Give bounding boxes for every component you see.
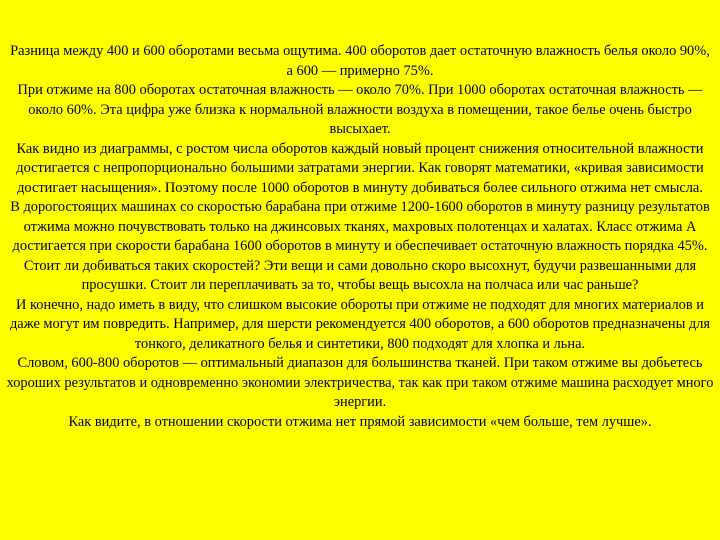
paragraph-optimal-range: Словом, 600-800 оборотов — оптимальный диапазон для большинства тканей. При таком отжиме вы добьетесь хороших результатов и одновременно экономии электричества, так как при таком отжиме машина расходует много энергии. xyxy=(6,355,714,410)
paragraph-800-1000: При отжиме на 800 оборотах остаточная влажность — около 70%. При 1000 оборотах остаточная влажность — около 60%. Эта цифра уже близка к нормальной влажности воздуха в помещении, такое белье очень быстро высыхает. xyxy=(17,82,703,137)
paragraph-materials: И конечно, надо иметь в виду, что слишком высокие обороты при отжиме не подходят для многих материалов и даже могут им повредить. Например, для шерсти рекомендуется 400 оборотов, а 600 оборотов предназначены для тонкого, деликатного белья и синтетики, 800 подходят для хлопка и льна. xyxy=(9,296,711,352)
slide-text-block xyxy=(6,42,714,432)
paragraph-expensive-machines: В дорогостоящих машинах со скоростью барабана при отжиме 1200-1600 оборотов в минуту разницу результатов отжима можно почувствовать только на джинсовых тканях, махровых полотенцах и халатах. Класс отжима А достигается при скорости барабана 1600 оборотов в минуту и обеспечивает остаточную влажность порядка 45%. Стоит ли добиваться таких скоростей? Эти вещи и сами довольно скоро высохнут, будучи развешанными для просушки. Стоит ли переплачивать за то, чтобы вещь высохла на полчаса или час раньше? xyxy=(10,199,710,293)
paragraph-conclusion: Как видите, в отношении скорости отжима нет прямой зависимости «чем больше, тем лучше». xyxy=(68,413,652,430)
paragraph-saturation: Как видно из диаграммы, с ростом числа оборотов каждый новый процент снижения относительной влажности достигается с непропорционально большими затратами энергии. Как говорят математики, «кривая зависимости достигает насыщения». Поэтому после 1000 оборотов в минуту добиваться более сильного отжима нет смысла. xyxy=(16,140,704,196)
paragraph-400-vs-600: Разница между 400 и 600 оборотами весьма ощутима. 400 оборотов дает остаточную влажность белья около 90%, а 600 — примерно 75%. xyxy=(10,43,710,79)
